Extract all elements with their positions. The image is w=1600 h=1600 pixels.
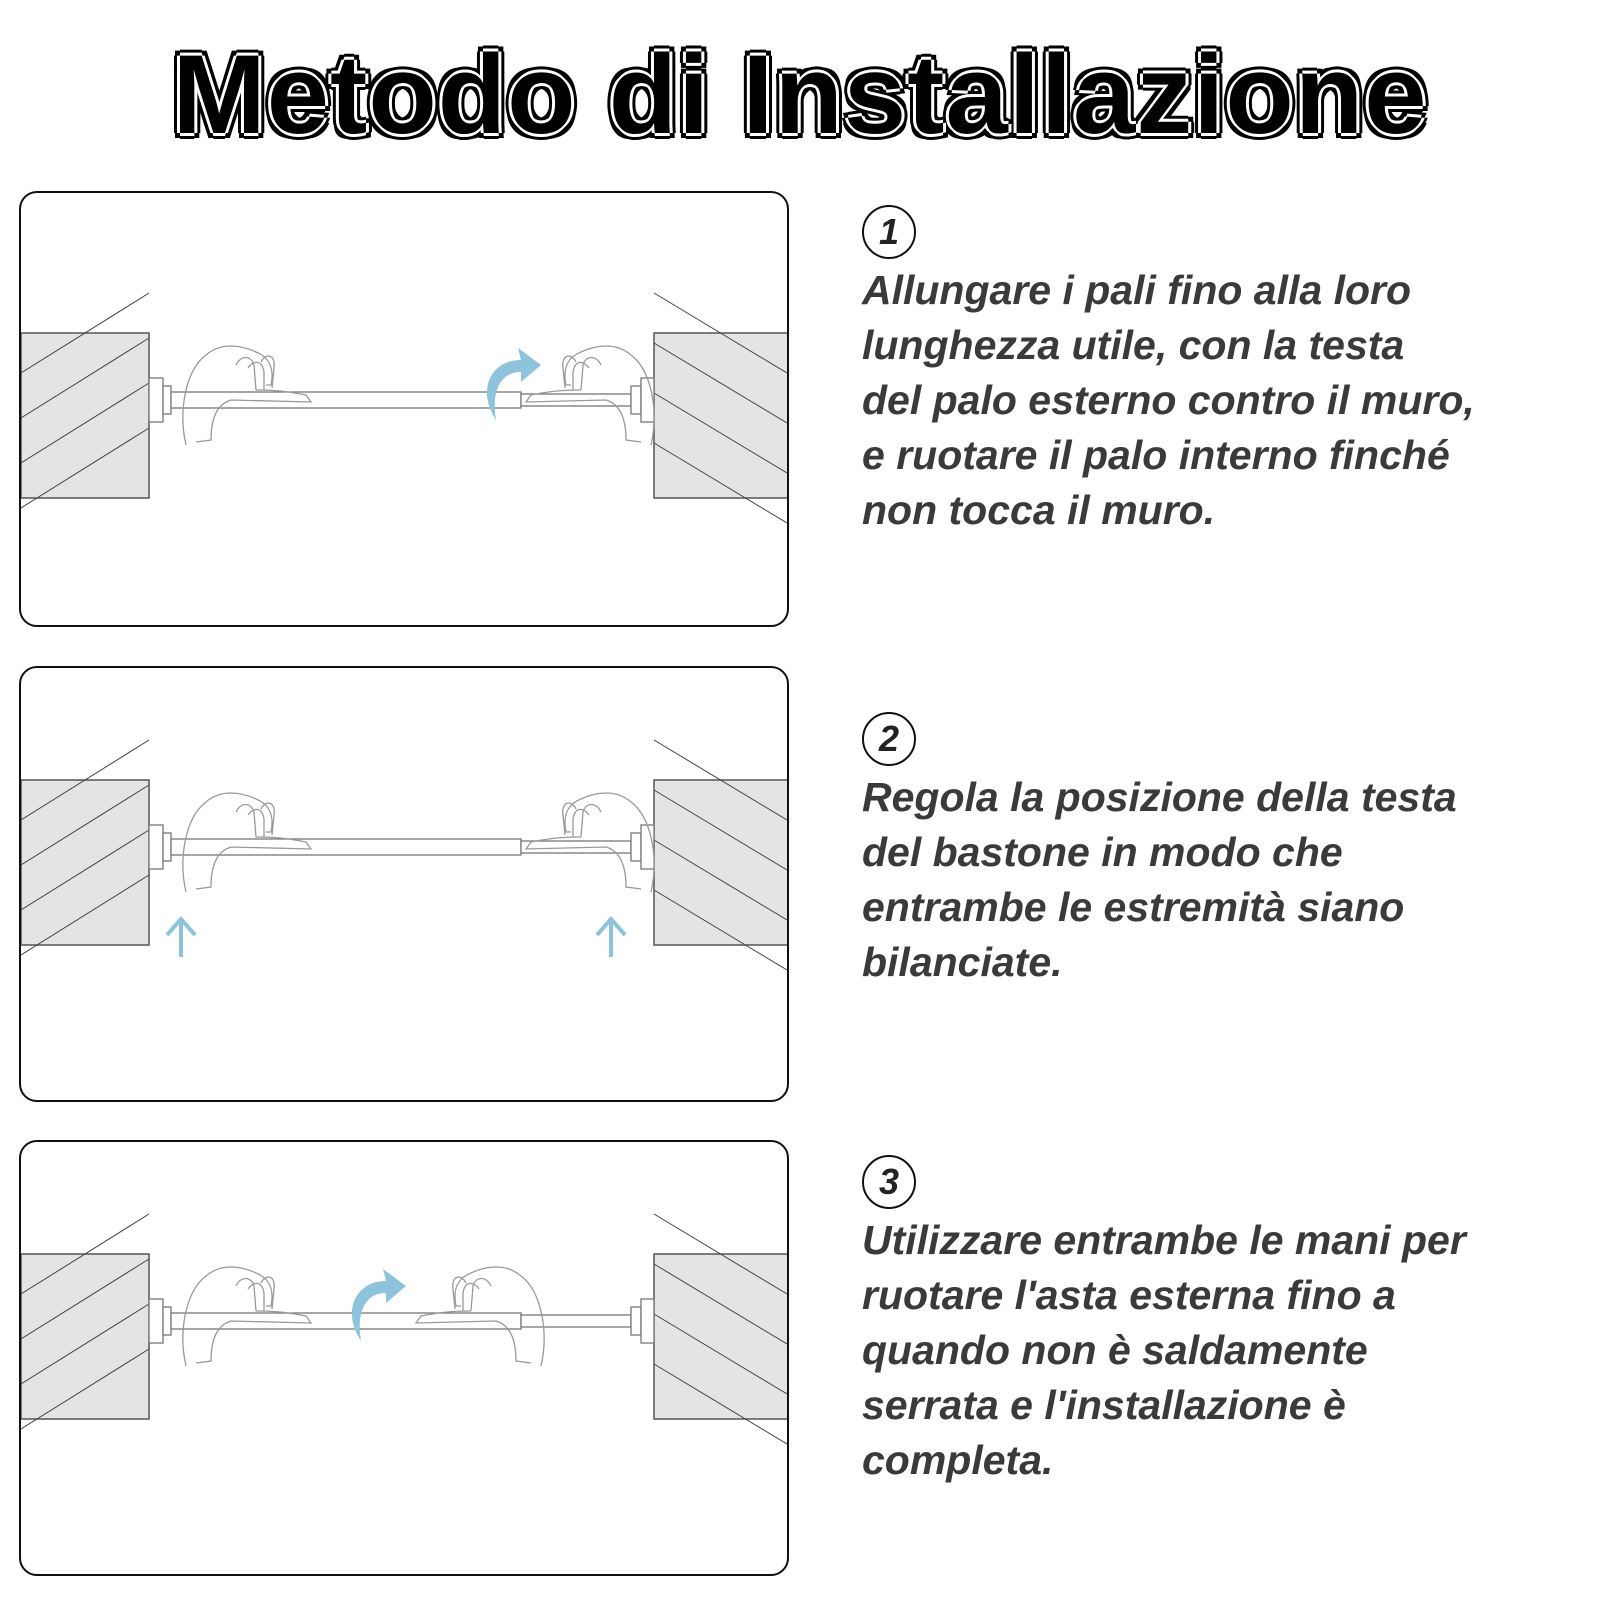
- right-wall: [654, 293, 787, 523]
- step-2-illustration: [19, 666, 789, 1102]
- left-wall: [21, 293, 149, 508]
- right-wall: [654, 740, 787, 970]
- left-wall: [21, 740, 149, 955]
- tension-rod: [149, 1299, 654, 1343]
- tension-rod: [149, 825, 654, 869]
- rotate-arrow-icon: [487, 348, 541, 420]
- step-description: Allungare i pali fino alla loro lunghezza utile, con la testa del palo esterno contro il muro, e ruotare il palo interno finché non tocca il muro.: [862, 267, 1475, 533]
- step-number-badge: 2: [862, 712, 916, 766]
- step-3-illustration: [19, 1140, 789, 1576]
- page-title: [0, 30, 1600, 159]
- step-1-illustration: [19, 191, 789, 627]
- step-description: Regola la posizione della testa del bastone in modo che entrambe le estremità siano bilanciate.: [862, 774, 1457, 985]
- left-wall: [21, 1214, 149, 1429]
- step-1: [862, 205, 1582, 538]
- rod-installation-diagram: [21, 1142, 787, 1574]
- right-wall: [654, 1214, 787, 1444]
- step-description: Utilizzare entrambe le mani per ruotare l'asta esterna fino a quando non è saldamente serrata e l'installazione è completa.: [862, 1217, 1466, 1483]
- up-arrow-icon: [167, 919, 195, 957]
- step-3: [862, 1155, 1582, 1488]
- title-text: Metodo di Installazione: [172, 32, 1428, 157]
- tension-rod: [149, 378, 654, 422]
- step-number-badge: 1: [862, 205, 916, 259]
- up-arrow-icon: [597, 919, 625, 957]
- rod-installation-diagram: [21, 193, 787, 625]
- step-number-badge: 3: [862, 1155, 916, 1209]
- rotate-arrow-icon: [352, 1269, 406, 1341]
- step-2: [862, 712, 1582, 990]
- rod-installation-diagram: [21, 668, 787, 1100]
